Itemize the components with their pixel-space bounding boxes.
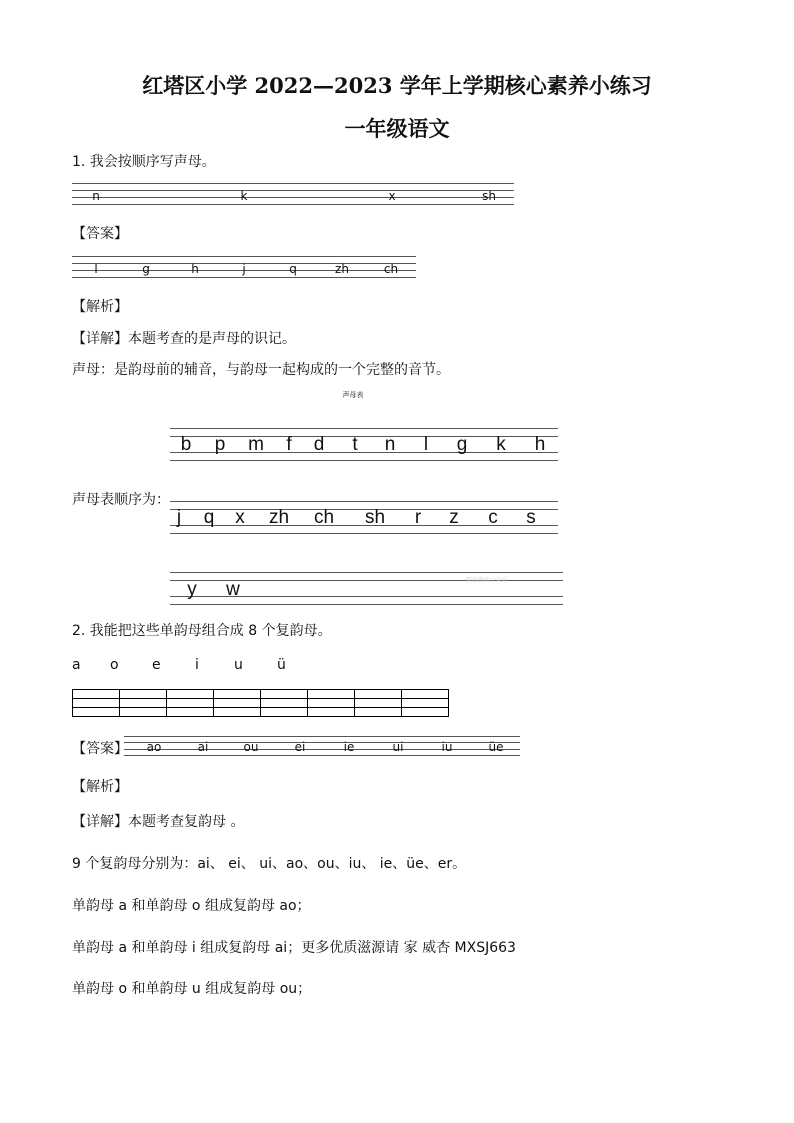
initials-order-label: 声母表顺序为：: [72, 492, 170, 508]
compound-vowel: ei: [294, 740, 306, 754]
answer-cell[interactable]: [355, 699, 402, 708]
answer-cell[interactable]: [355, 708, 402, 717]
answer-cell[interactable]: [214, 699, 261, 708]
initials-table-caption: 声母表: [342, 391, 364, 399]
vowel: u: [234, 657, 243, 673]
q1-analysis-label: 【解析】: [72, 299, 128, 315]
answer-cell[interactable]: [214, 708, 261, 717]
q2-line-1: 9 个复韵母分别为：ai、 ei、 ui、ao、ou、iu、 ie、üe、er。: [72, 856, 467, 872]
compound-vowel: iu: [441, 740, 453, 754]
answer-cell[interactable]: [120, 699, 167, 708]
question-2-prompt: 2. 我能把这些单韵母组合成 8 个复韵母。: [72, 623, 332, 639]
q1-answer-grid: [72, 256, 416, 278]
initial-letter: f: [286, 434, 292, 455]
answer-cell[interactable]: [402, 708, 449, 717]
compound-vowel: ie: [343, 740, 355, 754]
answer-cell[interactable]: [73, 699, 120, 708]
initial-letter: x: [235, 507, 245, 528]
answer-cell[interactable]: [167, 690, 214, 699]
page-subtitle: 一年级语文: [344, 116, 450, 141]
q1-answer-letter: q: [289, 262, 297, 276]
q1-answer-letter: l: [94, 262, 98, 276]
answer-cell[interactable]: [167, 708, 214, 717]
compound-vowel: ao: [146, 740, 162, 754]
vowel: e: [152, 657, 161, 673]
vowel: o: [110, 657, 119, 673]
q1-blank-letter: sh: [482, 189, 496, 203]
q2-line-2: 单韵母 a 和单韵母 o 组成复韵母 ao；: [72, 898, 311, 914]
answer-cell[interactable]: [355, 690, 402, 699]
q2-vowels: [72, 657, 302, 675]
q1-answer-letter: h: [191, 262, 199, 276]
q1-detail: 【详解】本题考查的是声母的识记。: [72, 331, 296, 347]
vowel: i: [195, 657, 199, 673]
initial-letter: r: [414, 507, 422, 528]
initial-letter: sh: [364, 507, 386, 528]
initial-letter: b: [180, 434, 192, 455]
initial-letter: w: [226, 579, 240, 600]
initial-letter: c: [488, 507, 498, 528]
answer-cell[interactable]: [261, 699, 308, 708]
q2-line-4: 单韵母 o 和单韵母 u 组成复韵母 ou；: [72, 981, 312, 997]
answer-cell[interactable]: [402, 690, 449, 699]
initials-row-3: [170, 572, 563, 605]
answer-cell[interactable]: [73, 708, 120, 717]
q1-answer-letter: ch: [383, 262, 399, 276]
answer-cell[interactable]: [261, 690, 308, 699]
initials-row-2: [170, 501, 558, 534]
answer-cell[interactable]: [120, 708, 167, 717]
vowel: ü: [277, 657, 286, 673]
answer-cell[interactable]: [308, 699, 355, 708]
initial-letter: j: [176, 507, 182, 528]
compound-vowel: ai: [197, 740, 209, 754]
initial-letter: s: [526, 507, 536, 528]
answer-cell[interactable]: [167, 699, 214, 708]
initial-letter: m: [248, 434, 264, 455]
initial-letter: p: [214, 434, 226, 455]
initial-letter: zh: [268, 507, 290, 528]
q1-answer-label: 【答案】: [72, 226, 128, 242]
q2-line-3: 单韵母 a 和单韵母 i 组成复韵母 ai；更多优质滋源请 家 威杏 MXSJ663: [72, 940, 516, 956]
q1-definition: 声母：是韵母前的辅音，与韵母一起构成的一个完整的音节。: [72, 362, 450, 378]
q2-answer-label: 【答案】: [72, 741, 128, 757]
initial-letter: z: [449, 507, 459, 528]
q1-blank-letter: x: [388, 189, 396, 203]
initial-letter: ch: [313, 507, 335, 528]
initial-letter: t: [352, 434, 358, 455]
answer-cell[interactable]: [308, 690, 355, 699]
answer-cell[interactable]: [402, 699, 449, 708]
compound-vowel: ou: [243, 740, 259, 754]
watermark: 微信搜索公众号: [466, 577, 509, 584]
page-title: 红塔区小学 2022—2023 学年上学期核心素养小练习: [142, 73, 652, 98]
q2-analysis-label: 【解析】: [72, 779, 128, 795]
initial-letter: k: [496, 434, 506, 455]
q2-answer-grid: [124, 736, 520, 756]
answer-cell[interactable]: [120, 690, 167, 699]
compound-vowel-answer-table: [72, 689, 449, 717]
q1-blank-letter: n: [92, 189, 100, 203]
initials-row-1: [170, 428, 558, 461]
q1-answer-letter: zh: [335, 262, 349, 276]
initial-letter: g: [456, 434, 468, 455]
initial-letter: q: [203, 507, 215, 528]
vowel: a: [72, 657, 81, 673]
q1-answer-letter: g: [142, 262, 150, 276]
q2-detail: 【详解】本题考查复韵母 。: [72, 814, 245, 830]
initial-letter: y: [187, 579, 197, 600]
compound-vowel: üe: [488, 740, 504, 754]
initial-letter: n: [384, 434, 396, 455]
initial-letter: d: [313, 434, 325, 455]
q1-blank-letter: k: [240, 189, 248, 203]
answer-cell[interactable]: [73, 690, 120, 699]
question-1-prompt: 1. 我会按顺序写声母。: [72, 154, 216, 170]
answer-cell[interactable]: [261, 708, 308, 717]
initial-letter: h: [534, 434, 546, 455]
q1-writing-grid: [72, 183, 514, 205]
answer-cell[interactable]: [308, 708, 355, 717]
initial-letter: l: [423, 434, 429, 455]
compound-vowel: ui: [392, 740, 404, 754]
q1-answer-letter: j: [242, 262, 246, 276]
answer-cell[interactable]: [214, 690, 261, 699]
